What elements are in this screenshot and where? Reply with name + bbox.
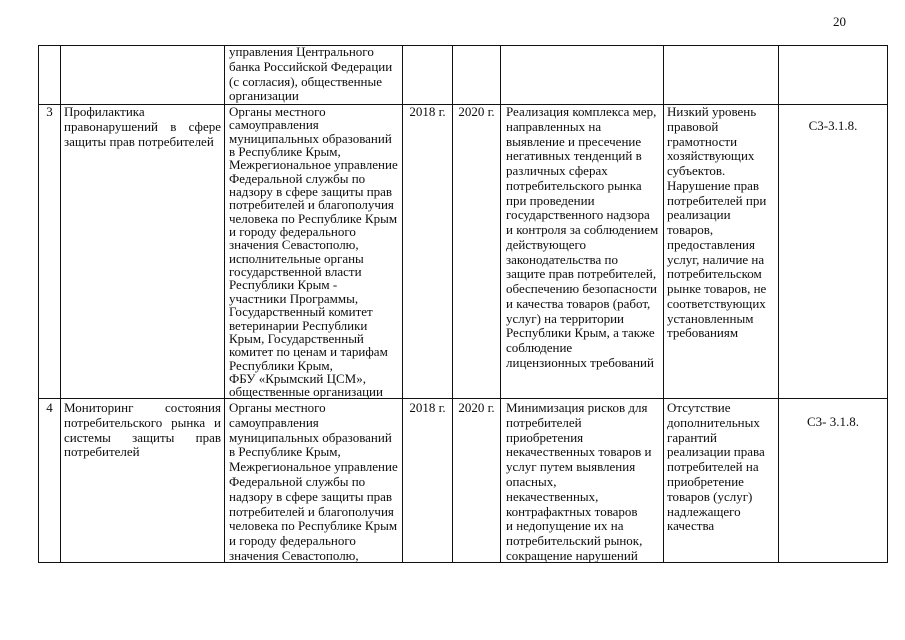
start-year-cell	[402, 105, 452, 398]
text-line: лицензионных требований	[506, 354, 654, 370]
text-line: управления Центрального	[229, 44, 374, 59]
table-row	[38, 104, 888, 398]
row-number-cell	[38, 399, 60, 562]
text-line: сокращение нарушений	[506, 547, 638, 563]
text-line: негативных тенденций в	[506, 148, 642, 164]
indicator-code: С3- 3.1.8.	[807, 414, 859, 429]
text-line: установленным	[667, 310, 754, 326]
text-line: самоуправления	[229, 414, 319, 430]
text-line: в Республике Крым,	[229, 144, 341, 160]
text-line: в Республике Крым,	[229, 444, 341, 460]
text-line: потребителей и благополучия	[229, 197, 394, 213]
expected-result-cell	[500, 399, 663, 562]
indicator-link-cell	[778, 399, 888, 562]
text-line: потребительском	[667, 266, 762, 282]
executors-cell	[224, 399, 402, 562]
end-year: 2020 г.	[458, 104, 495, 119]
text-line: муниципальных образований	[229, 130, 392, 146]
measure-name-cell	[60, 399, 224, 562]
text-line: соблюдение	[506, 340, 573, 355]
text-line: некачественных,	[506, 488, 599, 504]
executors-text	[229, 401, 402, 564]
text-line: муниципальных образований	[229, 429, 392, 445]
text-line: общественные организации	[229, 384, 383, 400]
text-line: Нарушение прав	[667, 177, 760, 193]
text-line: опасных,	[506, 473, 557, 489]
text-line: ветеринарии Республики	[229, 317, 368, 333]
start-year: 2018 г.	[409, 104, 446, 119]
text-line: и городу федерального	[229, 224, 356, 240]
measure-name-cell	[60, 46, 224, 104]
text-line: потребителей	[64, 444, 140, 460]
non-implementation-consequences-cell	[663, 105, 778, 398]
text-line: направленных на	[506, 118, 602, 134]
end-year-cell	[452, 46, 500, 104]
text-line: и недопущение их на	[506, 518, 624, 534]
text-line: Республики Крым -	[229, 277, 338, 293]
text-line: качества	[667, 518, 715, 534]
text-line: самоуправления	[229, 117, 319, 133]
text-line: государственного надзора	[506, 207, 650, 223]
text-line: значения Севастополю,	[229, 547, 359, 563]
text-line: Межрегиональное управление	[229, 459, 398, 475]
text-line: потребительского рынка и	[64, 414, 221, 430]
expected-result-text	[506, 105, 663, 371]
text-line: ФБУ «Крымский ЦСМ»,	[229, 370, 366, 386]
text-line: требованиям	[667, 325, 739, 341]
text-line: организации	[229, 88, 299, 104]
text-line: и качества товаров (работ,	[506, 295, 651, 311]
text-line: надзору в сфере защиты прав	[229, 488, 393, 504]
row-number: 4	[46, 400, 53, 415]
text-line: и контроля за соблюдением	[506, 222, 659, 237]
text-line: предоставления	[667, 236, 755, 252]
text-line: надлежащего	[667, 503, 741, 519]
consequences-text	[667, 105, 778, 341]
text-line: надзору в сфере защиты прав	[229, 184, 393, 200]
text-line: Федеральной службы по	[229, 170, 366, 186]
text-line: потребителей на	[667, 459, 759, 475]
text-line: защиты прав потребителей	[64, 133, 214, 149]
text-line: Республики Крым, а также	[506, 325, 655, 341]
text-line: правонарушений в сфере	[64, 118, 221, 134]
text-line: рынке товаров, не	[667, 281, 767, 296]
text-line: соответствующих	[667, 295, 766, 311]
non-implementation-consequences-cell	[663, 46, 778, 104]
text-line: правовой	[667, 118, 719, 134]
indicator-link-cell	[778, 46, 888, 104]
text-line: Государственный комитет	[229, 304, 373, 320]
text-line: Федеральной службы по	[229, 473, 366, 489]
text-line: при проведении	[506, 192, 595, 208]
measure-name-text	[64, 105, 221, 149]
text-line: защите прав потребителей,	[506, 266, 657, 282]
text-line: человека по Республике Крым	[229, 518, 398, 534]
text-line: хозяйствующих	[667, 148, 755, 164]
text-line: потребителей при	[667, 192, 767, 208]
text-line: гарантий	[667, 429, 717, 445]
executors-cell	[224, 105, 402, 398]
measure-name-cell	[60, 105, 224, 398]
start-year: 2018 г.	[409, 400, 446, 415]
row-number: 3	[46, 104, 53, 119]
text-line: участники Программы,	[229, 290, 359, 306]
text-line: услуг путем выявления	[506, 459, 636, 475]
text-line: реализации	[667, 207, 731, 223]
end-year-cell	[452, 105, 500, 398]
text-line: выявление и пресечение	[506, 133, 642, 149]
executors-cell	[224, 46, 402, 104]
text-line: Отсутствие	[667, 400, 731, 415]
start-year-cell	[402, 399, 452, 562]
text-line: потребителей	[506, 414, 582, 430]
text-line: приобретение	[667, 473, 744, 489]
expected-result-text	[506, 401, 663, 564]
row-number-cell	[38, 105, 60, 398]
measure-name-text	[64, 401, 221, 460]
text-line: (с согласия), общественные	[229, 73, 383, 89]
text-line: Низкий уровень	[667, 104, 757, 119]
text-line: и городу федерального	[229, 533, 356, 549]
text-line: грамотности	[667, 133, 738, 149]
end-year: 2020 г.	[458, 400, 495, 415]
text-line: потребительского рынка	[506, 177, 642, 193]
text-line: субъектов.	[667, 163, 726, 178]
text-line: законодательства по	[506, 251, 618, 267]
text-line: приобретения	[506, 429, 584, 445]
text-line: услуг, наличие на	[667, 251, 765, 267]
text-line: системы защиты прав	[64, 429, 221, 445]
text-line: потребителей и благополучия	[229, 503, 394, 519]
indicator-code: С3-3.1.8.	[808, 118, 858, 133]
indicator-link-cell	[778, 105, 888, 398]
text-line: товаров,	[667, 222, 714, 237]
text-line: дополнительных	[667, 414, 760, 430]
page-number: 20	[833, 14, 846, 29]
row-number-cell	[38, 46, 60, 104]
text-line: человека по Республике Крым	[229, 210, 398, 226]
text-line: значения Севастополю,	[229, 237, 359, 253]
start-year-cell	[402, 46, 452, 104]
text-line: различных сферах	[506, 163, 608, 178]
text-line: Мониторинг состояния	[64, 400, 221, 415]
table-row	[38, 398, 888, 563]
text-line: услуг) на территории	[506, 310, 624, 326]
text-line: обеспечению безопасности	[506, 281, 658, 296]
executors-text	[229, 105, 402, 399]
program-measures-table	[38, 45, 888, 563]
executors-text	[229, 45, 402, 104]
table-row	[38, 45, 888, 104]
text-line: действующего	[506, 236, 586, 252]
text-line: банка Российской Федерации	[229, 58, 393, 74]
text-line: потребительский рынок,	[506, 533, 643, 549]
text-line: Профилактика	[64, 104, 145, 119]
text-line: реализации права	[667, 444, 765, 460]
text-line: исполнительные органы	[229, 250, 364, 266]
expected-result-cell	[500, 105, 663, 398]
text-line: Органы местного	[229, 104, 326, 119]
end-year-cell	[452, 399, 500, 562]
text-line: Республики Крым,	[229, 357, 333, 373]
text-line: Межрегиональное управление	[229, 157, 398, 173]
text-line: государственной власти	[229, 264, 362, 280]
text-line: Минимизация рисков для	[506, 400, 648, 415]
text-line: Органы местного	[229, 400, 326, 415]
consequences-text	[667, 401, 778, 534]
expected-result-cell	[500, 46, 663, 104]
text-line: Крым, Государственный	[229, 330, 364, 346]
text-line: некачественных товаров и	[506, 444, 652, 460]
non-implementation-consequences-cell	[663, 399, 778, 562]
text-line: комитет по ценам и тарифам	[229, 344, 388, 360]
text-line: контрафактных товаров	[506, 503, 638, 519]
text-line: товаров (услуг)	[667, 488, 753, 504]
text-line: Реализация комплекса мер,	[506, 104, 657, 119]
